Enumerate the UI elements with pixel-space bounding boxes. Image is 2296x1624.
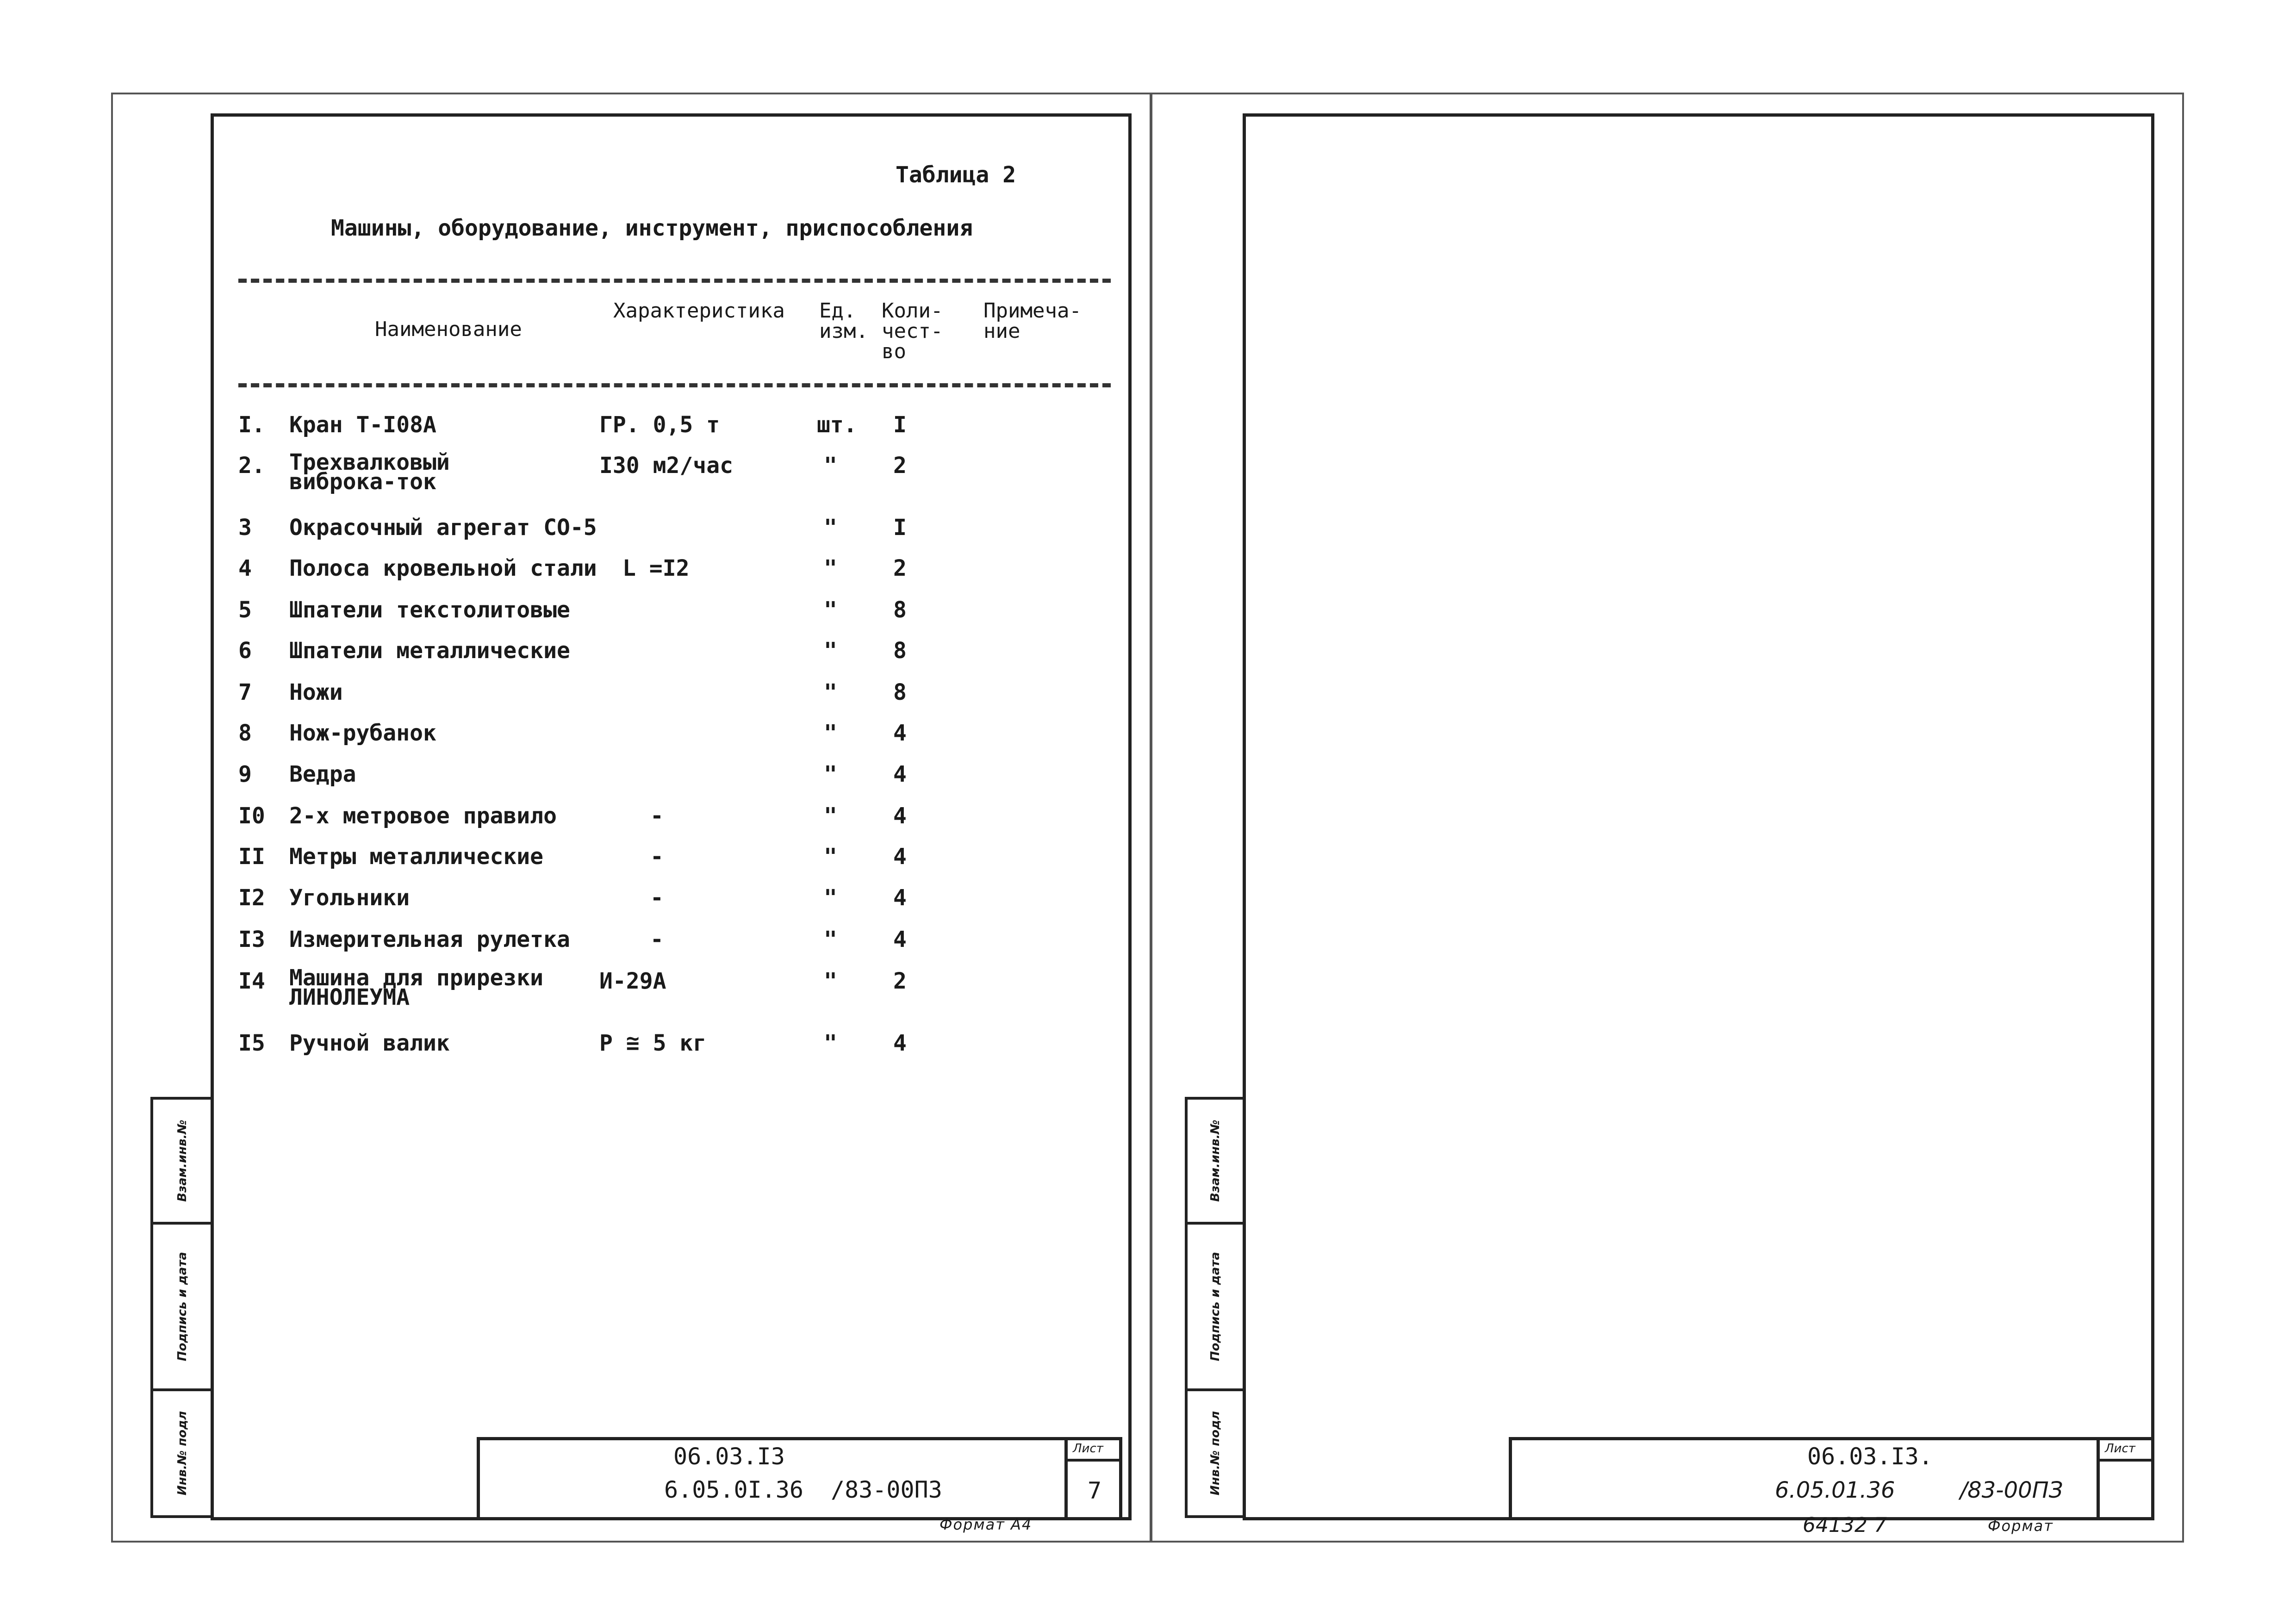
- row-unit: ": [824, 761, 837, 787]
- col-header-unit-l2: изм.: [819, 319, 868, 343]
- left-stamp-code-line2: 6.05.0I.36: [664, 1476, 804, 1503]
- col-header-qty-l2: чест-: [882, 319, 943, 343]
- row-unit: ": [824, 638, 837, 664]
- side-cell-signature-date: [1188, 1225, 1243, 1391]
- row-number: 8: [238, 720, 252, 746]
- row-number: II: [238, 844, 265, 870]
- side-label-original-inv: Инв.№ подл: [1208, 1411, 1222, 1496]
- row-qty: 4: [893, 803, 907, 829]
- row-name: Шпатели текстолитовые: [289, 597, 570, 623]
- row-spec: -: [650, 844, 664, 870]
- col-header-note: [983, 301, 1082, 342]
- row-unit: ": [824, 720, 837, 746]
- col-header-qty-l1: Коли-: [882, 299, 943, 323]
- row-unit: ": [824, 555, 837, 581]
- side-label-replace-inv: Взам.инв.№: [175, 1120, 189, 1202]
- row-name: Трехвалковый виброка-ток: [289, 449, 450, 495]
- right-stamp-code-line1: 06.03.I3.: [1807, 1443, 1933, 1470]
- row-spec: I30 м2/час: [599, 453, 733, 479]
- row-name: Ножи: [289, 679, 343, 705]
- col-header-note-l2: ние: [983, 319, 1020, 343]
- row-number: 7: [238, 679, 252, 705]
- right-stamp-divider: [2097, 1437, 2100, 1520]
- row-unit: шт.: [817, 412, 857, 438]
- row-number: I4: [238, 968, 265, 994]
- col-header-unit-l1: Ед.: [819, 299, 856, 323]
- row-qty: 4: [893, 720, 907, 746]
- col-header-qty: [882, 301, 943, 362]
- row-number: 9: [238, 761, 252, 787]
- left-format-label: Формат А4: [940, 1516, 1033, 1533]
- row-spec: И-29А: [599, 968, 666, 994]
- row-spec: Р ≅ 5 кг: [599, 1030, 707, 1056]
- side-label-signature-date: Подпись и дата: [1208, 1251, 1222, 1362]
- col-header-qty-l3: во: [882, 340, 906, 363]
- row-qty: 8: [893, 679, 907, 705]
- right-stamp-sheet-label: Лист: [2105, 1442, 2135, 1456]
- row-name: Ручной валик: [289, 1030, 450, 1056]
- right-stamp-sheet-divider: [2097, 1459, 2154, 1462]
- header-top-rule: [238, 279, 1111, 283]
- side-cell-replace-inv: [153, 1100, 211, 1225]
- row-number: I5: [238, 1030, 265, 1056]
- col-header-spec: Характеристика: [613, 299, 785, 323]
- row-name: Нож-рубанок: [289, 720, 436, 746]
- row-number: 6: [238, 638, 252, 664]
- row-unit: ": [824, 885, 837, 911]
- row-number: 2.: [238, 453, 265, 479]
- row-name: Метры металлические: [289, 844, 544, 870]
- row-name: Шпатели металлические: [289, 638, 570, 664]
- row-qty: I: [893, 515, 907, 541]
- row-qty: 2: [893, 968, 907, 994]
- row-unit: ": [824, 1030, 837, 1056]
- row-spec: -: [650, 885, 664, 911]
- row-qty: 4: [893, 761, 907, 787]
- row-name: Окрасочный агрегат СО-5: [289, 515, 597, 541]
- side-label-original-inv: Инв.№ подл: [175, 1411, 189, 1496]
- left-stamp-sheet-label: Лист: [1073, 1442, 1103, 1456]
- side-cell-original-inv: [1188, 1391, 1243, 1515]
- row-number: 4: [238, 555, 252, 581]
- row-spec: ГР. 0,5 т: [599, 412, 720, 438]
- side-label-replace-inv: Взам.инв.№: [1208, 1120, 1222, 1202]
- right-stamp-doc-code: /83-00ПЗ: [1960, 1477, 2063, 1503]
- row-unit: ": [824, 803, 837, 829]
- row-name: 2-х метровое правило: [289, 803, 557, 829]
- right-stamp-code-line2: 6.05.01.36: [1775, 1477, 1895, 1503]
- right-side-stamp-column: [1185, 1097, 1246, 1518]
- row-name: Ведра: [289, 761, 356, 787]
- row-spec: -: [650, 803, 664, 829]
- left-stamp-code-line1: 06.03.I3: [673, 1443, 785, 1470]
- col-header-name: Наименование: [375, 317, 522, 341]
- left-side-stamp-column: [150, 1097, 214, 1518]
- row-number: 3: [238, 515, 252, 541]
- row-unit: ": [824, 679, 837, 705]
- row-number: 5: [238, 597, 252, 623]
- row-number: I0: [238, 803, 265, 829]
- row-number: I.: [238, 412, 265, 438]
- row-unit: ": [824, 927, 837, 952]
- col-header-note-l1: Примеча-: [983, 299, 1082, 323]
- table-heading: Машины, оборудование, инструмент, приспособления: [331, 215, 973, 241]
- row-qty: 8: [893, 638, 907, 664]
- row-qty: 4: [893, 885, 907, 911]
- row-unit: ": [824, 844, 837, 870]
- row-unit: ": [824, 515, 837, 541]
- row-name: Машина для прирезки ЛИНОЛЕУМА: [289, 965, 544, 1010]
- side-cell-signature-date: [153, 1225, 211, 1391]
- row-name: Измерительная рулетка: [289, 927, 570, 952]
- row-name: Полоса кровельной стали: [289, 555, 597, 581]
- row-number: I3: [238, 927, 265, 952]
- row-spec: L =I2: [622, 555, 690, 581]
- table-label: Таблица 2: [896, 162, 1016, 188]
- row-name: Угольники: [289, 885, 410, 911]
- row-qty: I: [893, 412, 907, 438]
- row-qty: 4: [893, 927, 907, 952]
- row-qty: 2: [893, 555, 907, 581]
- left-stamp-sheet-divider: [1064, 1459, 1122, 1462]
- left-stamp-divider: [1064, 1437, 1068, 1520]
- right-archive-number: 64132 7: [1803, 1513, 1887, 1537]
- side-cell-replace-inv: [1188, 1100, 1243, 1225]
- side-label-signature-date: Подпись и дата: [175, 1251, 189, 1362]
- row-spec: -: [650, 927, 664, 952]
- row-qty: 8: [893, 597, 907, 623]
- row-unit: ": [824, 968, 837, 994]
- col-header-unit: [819, 301, 868, 342]
- header-bottom-rule: [238, 383, 1111, 387]
- side-cell-original-inv: [153, 1391, 211, 1515]
- row-qty: 4: [893, 844, 907, 870]
- right-format-label: Формат: [1988, 1517, 2053, 1535]
- right-sheet-frame: [1243, 113, 2154, 1520]
- row-qty: 2: [893, 453, 907, 479]
- row-unit: ": [824, 597, 837, 623]
- left-stamp-doc-code: /83-00ПЗ: [831, 1476, 942, 1503]
- row-number: I2: [238, 885, 265, 911]
- row-name: Кран Т-I08А: [289, 412, 436, 438]
- left-stamp-sheet-number: 7: [1088, 1477, 1102, 1504]
- row-qty: 4: [893, 1030, 907, 1056]
- row-unit: ": [824, 453, 837, 479]
